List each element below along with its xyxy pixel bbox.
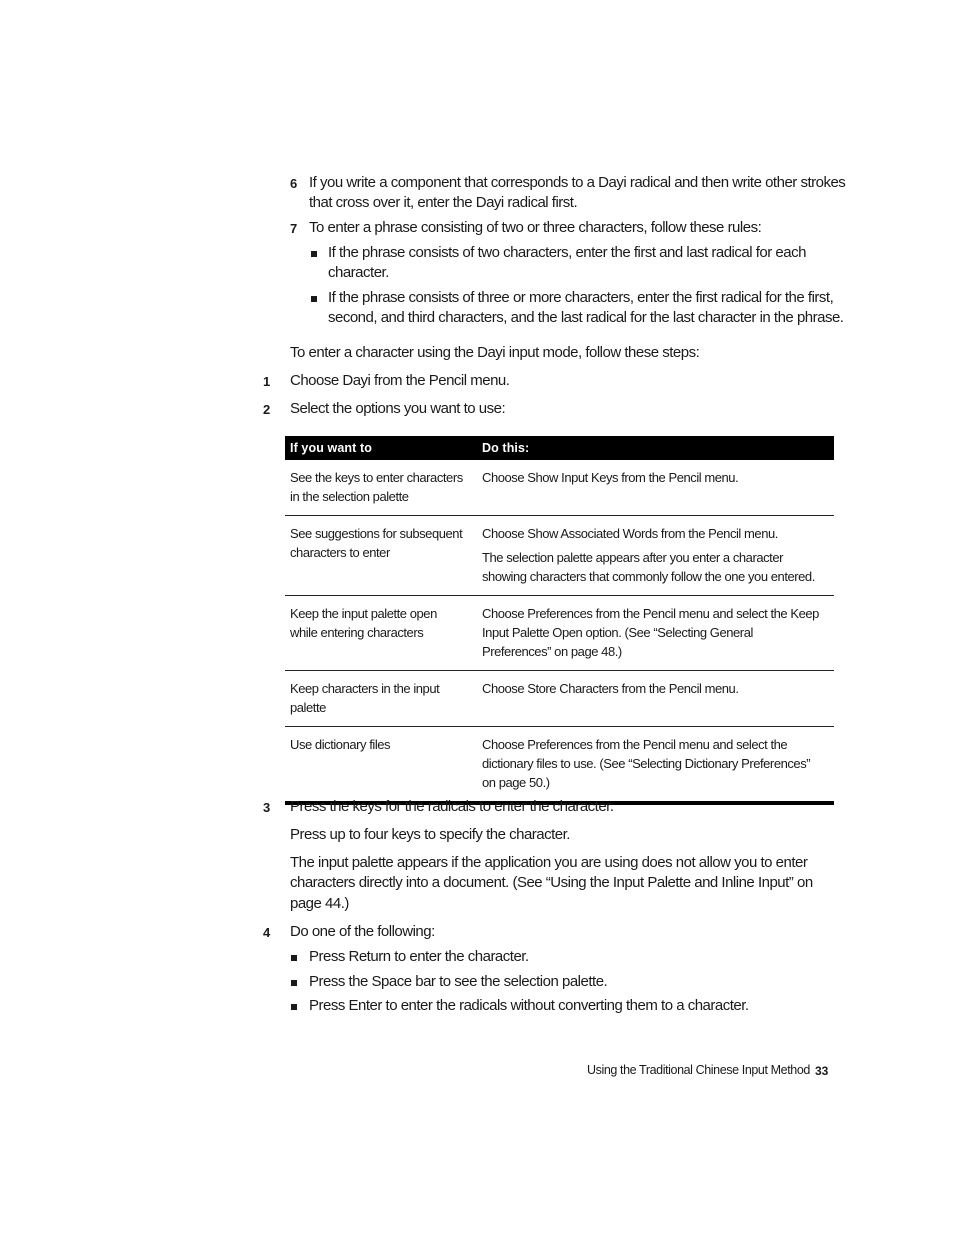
bullet-text: If the phrase consists of three or more characters, enter the first radical for the first, bbox=[328, 289, 834, 306]
cell-line: in the selection palette bbox=[290, 489, 409, 504]
cell-line: The selection palette appears after you enter a character bbox=[482, 550, 783, 565]
cell-line: while entering characters bbox=[290, 625, 424, 640]
cell-line: See suggestions for subsequent bbox=[290, 526, 463, 541]
paragraph: page 44.) bbox=[290, 895, 349, 912]
cell-line: Input Palette Open option. (See “Selecting General bbox=[482, 625, 753, 640]
table-row bbox=[285, 516, 834, 596]
bullet-icon bbox=[291, 1004, 297, 1010]
step-text: that cross over it, enter the Dayi radical first. bbox=[309, 194, 578, 211]
cell-note bbox=[482, 548, 829, 586]
page-number: 33 bbox=[815, 1064, 829, 1078]
table-cell bbox=[477, 727, 834, 804]
step-text: If you write a component that corresponds to a Dayi radical and then write other strokes bbox=[309, 174, 846, 191]
step-number: 6 bbox=[290, 176, 298, 191]
cell-line: characters to enter bbox=[290, 545, 390, 560]
bullet-text: Press Return to enter the character. bbox=[309, 948, 529, 965]
cell-line: dictionary files to use. (See “Selecting Dictionary Preferences” bbox=[482, 756, 811, 771]
cell-line: Choose Preferences from the Pencil menu and select the bbox=[482, 737, 788, 752]
table-row bbox=[285, 727, 834, 804]
table-header-row bbox=[285, 436, 834, 460]
step-number: 7 bbox=[290, 221, 298, 236]
step-number: 4 bbox=[263, 925, 271, 940]
bullet-text: If the phrase consists of two characters, enter the first and last radical for each bbox=[328, 244, 806, 261]
table-cell bbox=[477, 596, 834, 671]
bullet-icon bbox=[311, 296, 317, 302]
options-table bbox=[285, 436, 834, 805]
paragraph: characters directly into a document. (See “Using the Input Palette and Inline Input” on bbox=[290, 874, 813, 891]
bullet-text: Press Enter to enter the radicals without converting them to a character. bbox=[309, 997, 749, 1014]
bullet-text: Press the Space bar to see the selection palette. bbox=[309, 973, 608, 990]
bullet-icon bbox=[291, 980, 297, 986]
column-header: Do this: bbox=[477, 436, 834, 460]
bullet-text: second, and third characters, and the last radical for the last character in the phrase. bbox=[328, 309, 844, 326]
step-text: Press the keys for the radicals to enter the character. bbox=[290, 798, 614, 815]
cell-line: Keep the input palette open bbox=[290, 606, 437, 621]
table-row bbox=[285, 596, 834, 671]
cell-line: Choose Preferences from the Pencil menu and select the Keep bbox=[482, 606, 819, 621]
table-cell bbox=[477, 671, 834, 727]
table-cell bbox=[285, 516, 477, 596]
paragraph: Press up to four keys to specify the character. bbox=[290, 826, 570, 843]
bullet-icon bbox=[291, 955, 297, 961]
cell-line: Use dictionary files bbox=[290, 737, 391, 752]
column-header: If you want to bbox=[285, 436, 477, 460]
cell-line: Choose Show Associated Words from the Pencil menu. bbox=[482, 526, 778, 541]
step-text: To enter a phrase consisting of two or three characters, follow these rules: bbox=[309, 219, 762, 236]
table-cell bbox=[285, 727, 477, 804]
table-cell bbox=[285, 671, 477, 727]
step-text: Select the options you want to use: bbox=[290, 400, 506, 417]
cell-line: showing characters that commonly follow the one you entered. bbox=[482, 569, 815, 584]
bullet-text: character. bbox=[328, 264, 389, 281]
cell-line: Keep characters in the input bbox=[290, 681, 440, 696]
intro-paragraph: To enter a character using the Dayi input mode, follow these steps: bbox=[290, 344, 700, 361]
table-row bbox=[285, 671, 834, 727]
table-cell bbox=[285, 460, 477, 516]
table-cell bbox=[477, 516, 834, 596]
table-row bbox=[285, 460, 834, 516]
step-number: 1 bbox=[263, 374, 271, 389]
step-text: Do one of the following: bbox=[290, 923, 435, 940]
step-text: Choose Dayi from the Pencil menu. bbox=[290, 372, 510, 389]
cell-line: Preferences” on page 48.) bbox=[482, 644, 622, 659]
cell-line: Choose Show Input Keys from the Pencil menu. bbox=[482, 470, 739, 485]
step-number: 2 bbox=[263, 402, 271, 417]
cell-line: Choose Store Characters from the Pencil menu. bbox=[482, 681, 739, 696]
paragraph: The input palette appears if the application you are using does not allow you to enter bbox=[290, 854, 808, 871]
cell-line: palette bbox=[290, 700, 326, 715]
cell-line: See the keys to enter characters bbox=[290, 470, 463, 485]
table-cell bbox=[285, 596, 477, 671]
table-cell bbox=[477, 460, 834, 516]
step-number: 3 bbox=[263, 800, 271, 815]
footer-title: Using the Traditional Chinese Input Method bbox=[587, 1063, 810, 1077]
bullet-icon bbox=[311, 251, 317, 257]
cell-line: on page 50.) bbox=[482, 775, 550, 790]
